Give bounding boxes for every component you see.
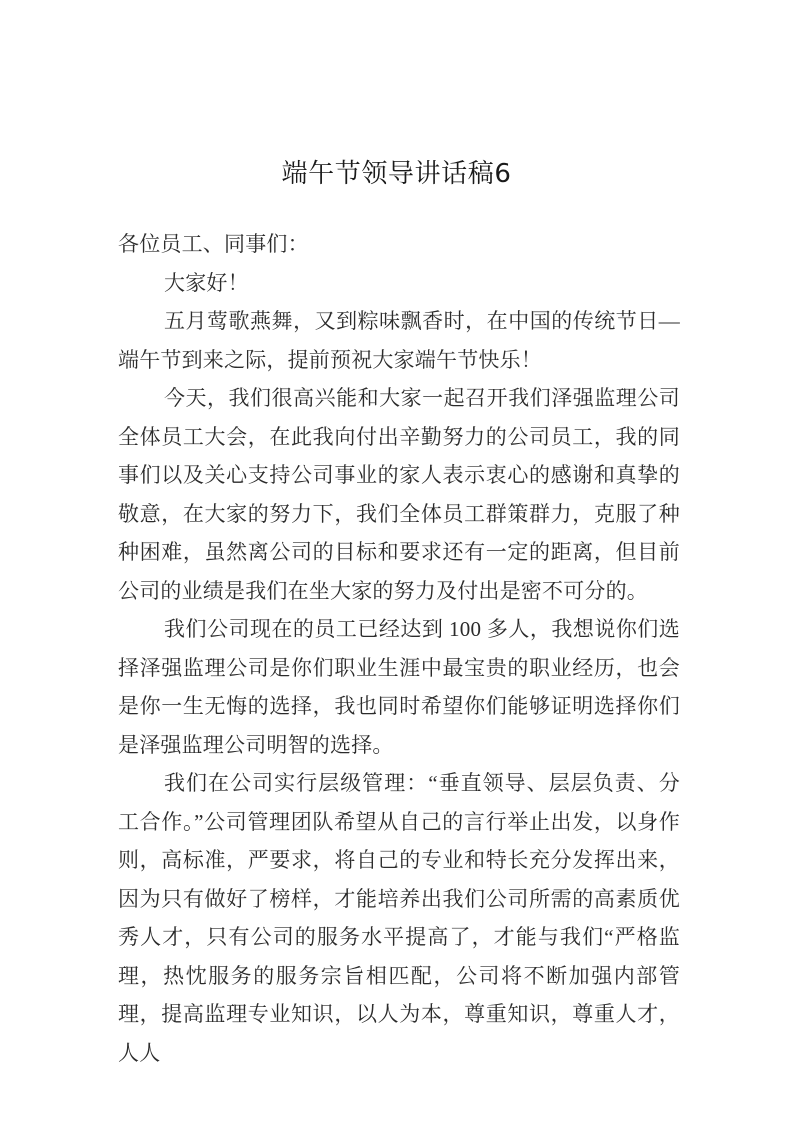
paragraph-festival-wishes: 五月莺歌燕舞，又到粽味飘香时，在中国的传统节日—端午节到来之际，提前预祝大家端午节快乐！: [118, 309, 680, 372]
paragraph-thanks-and-achievements: 今天，我们很高兴能和大家一起召开我们泽强监理公司全体员工大会，在此我向付出辛勤努力的公司员工，我的同事们以及关心支持公司事业的家人表示衷心的感谢和真挚的敬意，在大家的努力下，我们全体员工群策群力，克服了种种困难，虽然离公司的目标和要求还有一定的距离，但目前公司的业绩是我们在坐大家的努力及付出是密不可分的。: [118, 386, 680, 603]
paragraph-headcount-and-career: 我们公司现在的员工已经达到 100 多人，我想说你们选择泽强监理公司是你们职业生涯中最宝贵的职业经历，也会是你一生无悔的选择，我也同时希望你们能够证明选择你们是泽强监理公司明智的选择。: [118, 617, 680, 757]
page-title: 端午节领导讲话稿6: [281, 159, 512, 190]
paragraph-management-principles: 我们在公司实行层级管理：“垂直领导、层层负责、分工合作。”公司管理团队希望从自己的言行举止出发，以身作则，高标准，严要求，将自己的专业和特长充分发挥出来，因为只有做好了榜样，才能培养出我们公司所需的高素质优秀人才，只有公司的服务水平提高了，才能与我们“严格监理，热忱服务的服务宗旨相匹配，公司将不断加强内部管理，提高监理专业知识，以人为本，尊重知识，尊重人才，人人: [118, 771, 680, 1065]
document-body: [118, 225, 680, 1072]
paragraph-salutation: 各位员工、同事们：: [118, 232, 309, 256]
paragraph-greeting: 大家好！: [164, 270, 249, 295]
